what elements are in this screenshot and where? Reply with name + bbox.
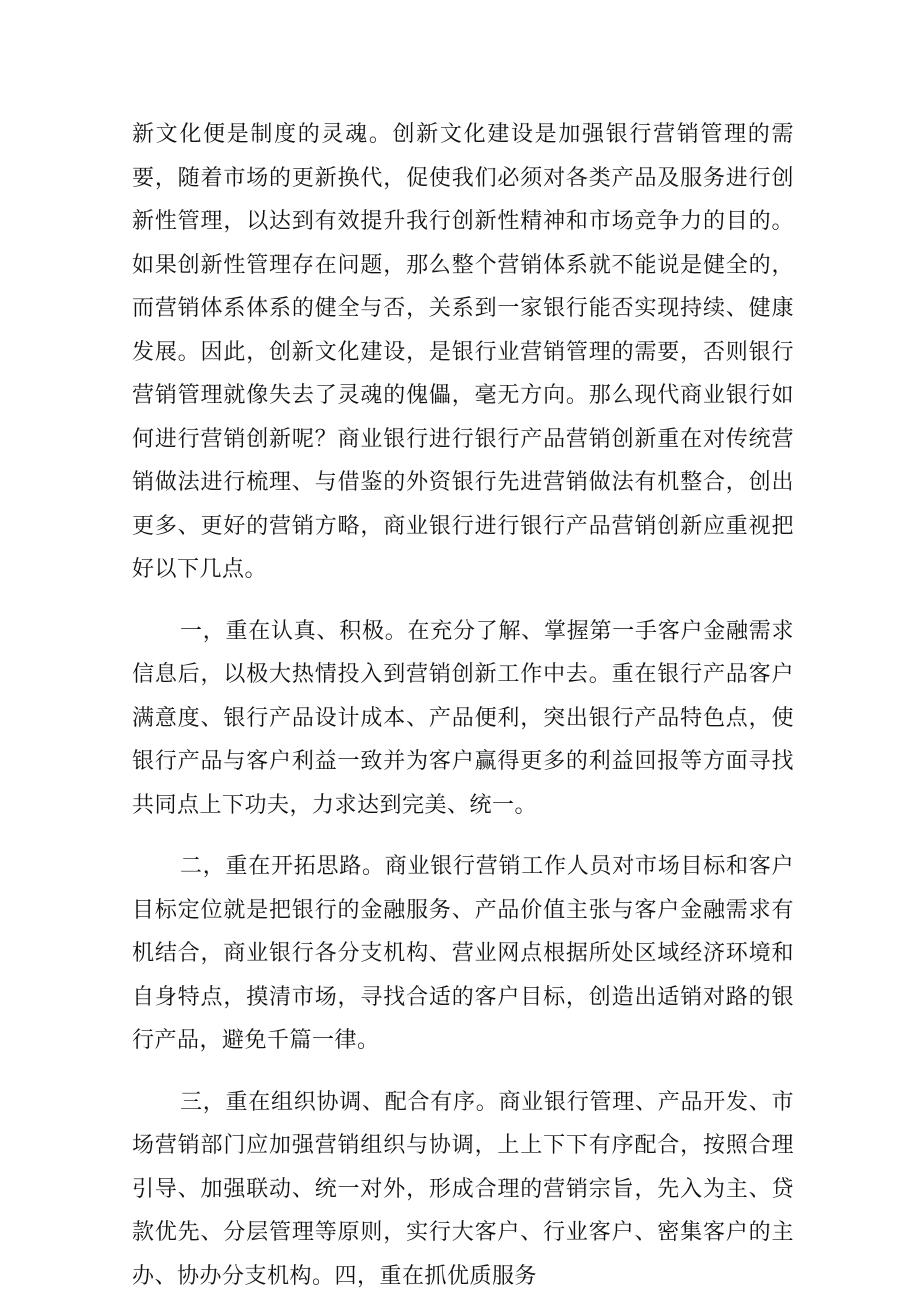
document-body [132, 113, 794, 1298]
paragraph-point-three: 三，重在组织协调、配合有序。商业银行管理、产品开发、市场营销部门应加强营销组织与协调，上上下下有序配合，按照合理引导、加强联动、统一对外，形成合理的营销宗旨，先入为主、贷款优先、分层管理等原则，实行大客户、行业客户、密集客户的主办、协办分支机构。四，重在抓优质服务 [132, 1089, 794, 1289]
paragraph-continuation: 新文化便是制度的灵魂。创新文化建设是加强银行营销管理的需要，随着市场的更新换代，促使我们必须对各类产品及服务进行创新性管理，以达到有效提升我行创新性精神和市场竞争力的目的。如果创新性管理存在问题，那么整个营销体系就不能说是健全的，而营销体系体系的健全与否，关系到一家银行能否实现持续、健康发展。因此，创新文化建设，是银行业营销管理的需要，否则银行营销管理就像失去了灵魂的傀儡，毫无方向。那么现代商业银行如何进行营销创新呢？商业银行进行银行产品营销创新重在对传统营销做法进行梳理、与借鉴的外资银行先进营销做法有机整合，创出更多、更好的营销方略，商业银行进行银行产品营销创新应重视把好以下几点。 [132, 122, 794, 582]
paragraph-point-one: 一，重在认真、积极。在充分了解、掌握第一手客户金融需求信息后，以极大热情投入到营销创新工作中去。重在银行产品客户满意度、银行产品设计成本、产品便利，突出银行产品特色点，使银行产品与客户利益一致并为客户赢得更多的利益回报等方面寻找共同点上下功夫，力求达到完美、统一。 [132, 618, 794, 818]
paragraph-point-two: 二，重在开拓思路。商业银行营销工作人员对市场目标和客户目标定位就是把银行的金融服务、产品价值主张与客户金融需求有机结合，商业银行各分支机构、营业网点根据所处区域经济环境和自身特点，摸清市场，寻找合适的客户目标，创造出适销对路的银行产品，避免千篇一律。 [132, 854, 794, 1053]
